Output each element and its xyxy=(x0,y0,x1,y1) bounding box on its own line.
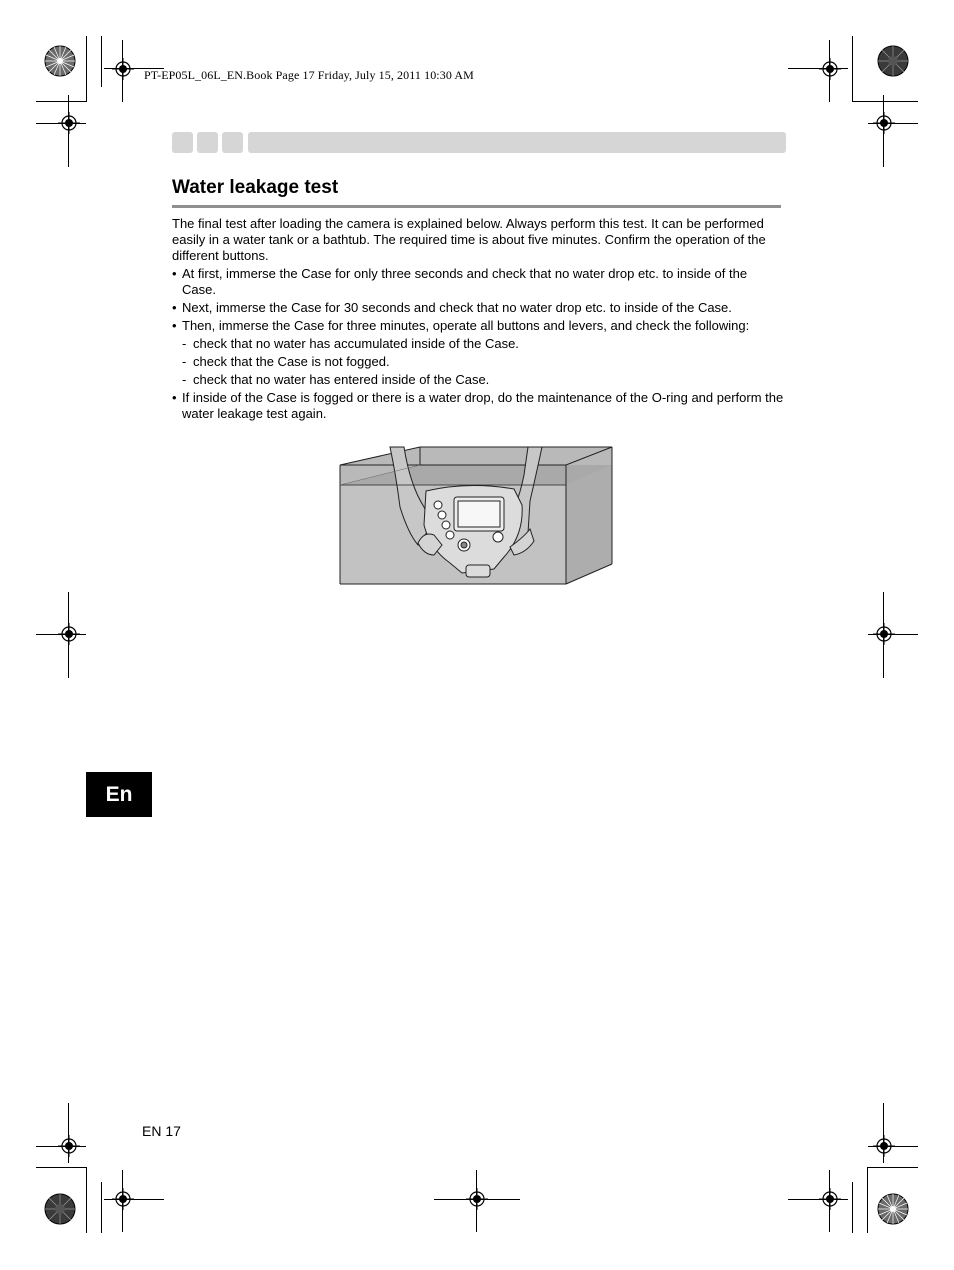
sub-list-item-text: check that no water has entered inside of the Case. xyxy=(193,372,490,387)
dash-mark: - xyxy=(182,372,187,387)
sub-list-item xyxy=(172,336,784,352)
registration-mark-icon xyxy=(819,58,841,80)
list-item-text: Then, immerse the Case for three minutes, operate all buttons and levers, and check the following: xyxy=(182,318,750,333)
tab-block xyxy=(197,132,218,153)
page-number: EN 17 xyxy=(142,1123,181,1139)
tab-bar-long xyxy=(248,132,786,153)
list-item xyxy=(172,300,784,316)
color-rosette-icon xyxy=(877,1193,909,1225)
tab-block xyxy=(222,132,243,153)
language-tab: En xyxy=(86,772,152,817)
book-header-info: PT-EP05L_06L_EN.Book Page 17 Friday, July 15, 2011 10:30 AM xyxy=(144,68,474,82)
section-title: Water leakage test xyxy=(172,177,339,198)
color-rosette-icon xyxy=(44,45,76,77)
dash-mark: - xyxy=(182,336,187,351)
dash-mark: - xyxy=(182,354,187,369)
registration-mark-icon xyxy=(112,58,134,80)
list-item xyxy=(172,390,784,422)
bullet-mark: • xyxy=(172,266,177,281)
list-item-text: Next, immerse the Case for 30 seconds and check that no water drop etc. to inside of the Case. xyxy=(182,300,732,315)
sub-list-item xyxy=(172,372,784,388)
list-item xyxy=(172,266,784,298)
sub-list-item-text: check that the Case is not fogged. xyxy=(193,354,390,369)
sub-list-item-text: check that no water has accumulated inside of the Case. xyxy=(193,336,519,351)
intro-paragraph: The final test after loading the camera is explained below. Always perform this test. It can be performed easily in a water tank or a bathtub. The required time is about five minutes. Confirm the operation of the different buttons. xyxy=(172,216,766,263)
color-rosette-icon xyxy=(877,45,909,77)
tab-block xyxy=(172,132,193,153)
tank-water-side xyxy=(566,465,612,584)
list-item-text: If inside of the Case is fogged or there is a water drop, do the maintenance of the O-ring and perform the water leakage test again. xyxy=(182,390,784,421)
bullet-mark: • xyxy=(172,318,177,333)
body-content xyxy=(172,216,784,424)
list-item-text: At first, immerse the Case for only three seconds and check that no water drop etc. to inside of the Case. xyxy=(182,266,748,297)
bullet-mark: • xyxy=(172,390,177,405)
water-tank-illustration xyxy=(338,445,614,587)
color-rosette-icon xyxy=(44,1193,76,1225)
bullet-mark: • xyxy=(172,300,177,315)
list-item xyxy=(172,318,784,334)
title-underline xyxy=(172,205,781,208)
sub-list-item xyxy=(172,354,784,370)
